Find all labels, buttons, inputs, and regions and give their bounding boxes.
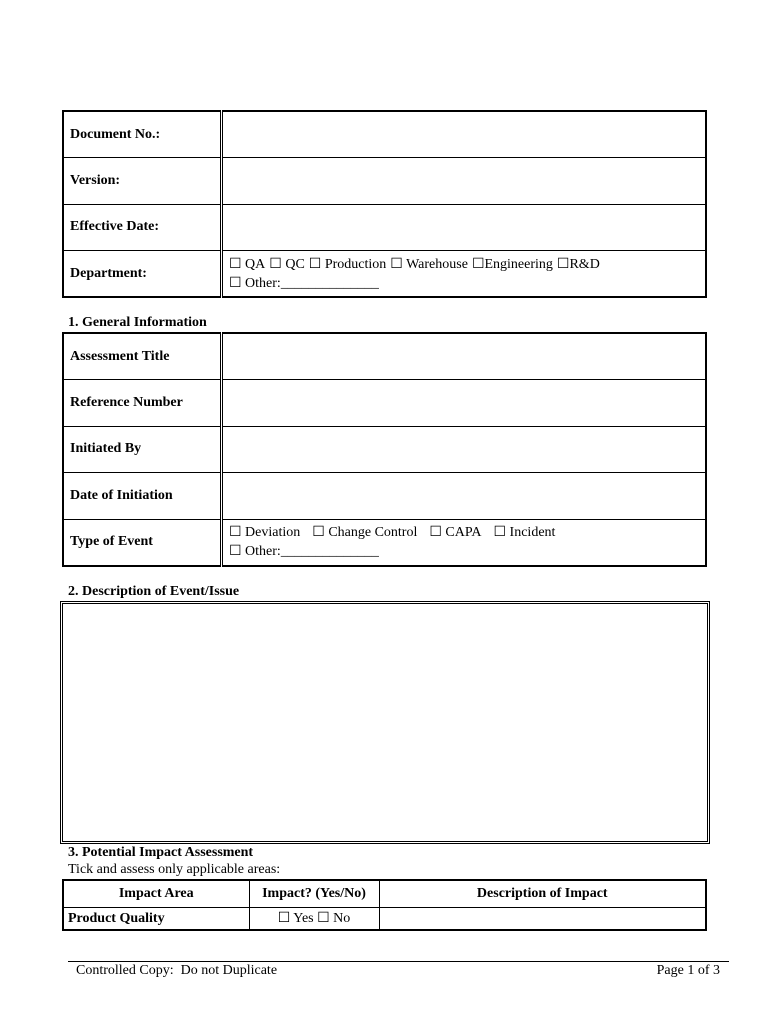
- department-option-warehouse[interactable]: ☐ Warehouse: [390, 256, 468, 272]
- initiated-by-row: [63, 426, 706, 473]
- department-option-other[interactable]: ☐ Other:______________: [229, 275, 379, 291]
- version-field[interactable]: [222, 158, 707, 205]
- impact-area-header: Impact Area: [63, 880, 249, 908]
- date-of-initiation-label: Date of Initiation: [63, 473, 222, 520]
- reference-number-field[interactable]: [222, 380, 707, 427]
- footer-page-number: Page 1 of 3: [656, 963, 720, 978]
- event-option-incident[interactable]: ☐ Incident: [493, 525, 556, 540]
- event-options: [222, 519, 707, 566]
- department-option-rnd[interactable]: ☐R&D: [556, 256, 600, 272]
- version-row: [63, 158, 706, 205]
- effective-date-field[interactable]: [222, 204, 707, 251]
- assessment-title-field[interactable]: [222, 333, 707, 380]
- date-of-initiation-row: [63, 473, 706, 520]
- description-textarea[interactable]: [60, 601, 710, 844]
- reference-number-row: [63, 380, 706, 427]
- version-label: Version:: [63, 158, 222, 205]
- document-header-table: [62, 110, 707, 298]
- event-option-capa[interactable]: ☐ CAPA: [429, 525, 482, 540]
- effective-date-row: [63, 204, 706, 251]
- department-option-production[interactable]: ☐ Production: [308, 256, 387, 272]
- document-no-label: Document No.:: [63, 111, 222, 158]
- impact-assessment-table: [62, 879, 707, 931]
- section-3-title: 3. Potential Impact Assessment: [68, 845, 254, 860]
- initiated-by-label: Initiated By: [63, 426, 222, 473]
- type-of-event-row: [63, 519, 706, 566]
- reference-number-label: Reference Number: [63, 380, 222, 427]
- assessment-title-label: Assessment Title: [63, 333, 222, 380]
- footer-divider: [68, 961, 729, 962]
- assessment-title-row: [63, 333, 706, 380]
- department-option-engineering[interactable]: ☐Engineering: [471, 256, 553, 272]
- department-option-qc[interactable]: ☐ QC: [269, 256, 305, 272]
- impact-area-cell: Product Quality: [63, 908, 249, 931]
- section-2-title: 2. Description of Event/Issue: [68, 584, 240, 599]
- type-of-event-label: Type of Event: [63, 519, 222, 566]
- impact-yes-no-checkboxes[interactable]: ☐ Yes ☐ No: [249, 908, 379, 931]
- impact-description-cell[interactable]: [379, 908, 706, 931]
- impact-description-header: Description of Impact: [379, 880, 706, 908]
- department-options: [222, 251, 707, 298]
- footer-controlled-copy: Controlled Copy: Do not Duplicate: [76, 963, 278, 978]
- department-option-qa[interactable]: ☐ QA: [229, 256, 266, 272]
- event-option-deviation[interactable]: ☐ Deviation: [229, 525, 301, 540]
- general-information-table: [62, 332, 707, 567]
- document-no-row: [63, 111, 706, 158]
- table-row: [63, 908, 706, 931]
- effective-date-label: Effective Date:: [63, 204, 222, 251]
- section-3-note: Tick and assess only applicable areas:: [68, 862, 281, 877]
- section-1-title: 1. General Information: [68, 315, 207, 330]
- department-row: [63, 251, 706, 298]
- initiated-by-field[interactable]: [222, 426, 707, 473]
- document-no-field[interactable]: [222, 111, 707, 158]
- impact-yes-no-header: Impact? (Yes/No): [249, 880, 379, 908]
- event-option-change-control[interactable]: ☐ Change Control: [312, 525, 418, 540]
- department-label: Department:: [63, 251, 222, 298]
- impact-table-header-row: [63, 880, 706, 908]
- event-option-other[interactable]: ☐ Other:______________: [229, 544, 379, 559]
- date-of-initiation-field[interactable]: [222, 473, 707, 520]
